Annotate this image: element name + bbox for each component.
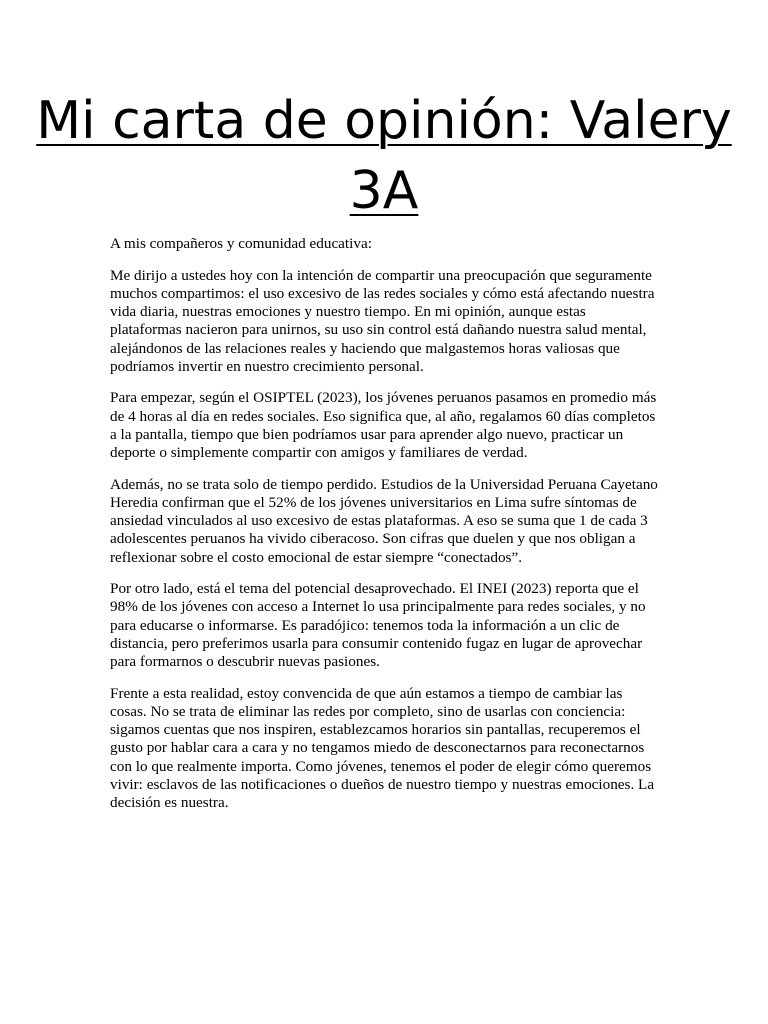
paragraph-introduction: Me dirijo a ustedes hoy con la intención de compartir una preocupación que seguramente muchos compartimos: el uso excesivo de las redes sociales y cómo está afectando nuestra vida diaria, nuestras emociones y nuestro tiempo. En mi opinión, aunque estas plataformas nacieron para unirnos, su uso sin control está dañando nuestra salud mental, alejándonos de las relaciones reales y haciendo que malgastemos horas valiosas que podríamos invertir en nuestro crecimiento personal. [110,266,655,375]
paragraph-conclusion: Frente a esta realidad, estoy convencida de que aún estamos a tiempo de cambiar las cosas. No se trata de eliminar las redes por completo, sino de usarlas con conciencia: sigamos cuentas que nos inspiren, establezcamos horarios sin pantallas, recuperemos el gusto por hablar cara a cara y no tengamos miedo de desconectarnos para reconectarnos con lo que realmente importa. Como jóvenes, tenemos el poder de elegir cómo queremos vivir: esclavos de las notificaciones o dueños de nuestro tiempo y nuestras emociones. La decisión es nuestra. [110,684,655,811]
paragraph-time-statistics: Para empezar, según el OSIPTEL (2023), los jóvenes peruanos pasamos en promedio más de 4 horas al día en redes sociales. Eso significa que, al año, regalamos 60 días completos a la pantalla, tiempo que bien podríamos usar para aprender algo nuevo, practicar un deporte o simplemente compartir con amigos y familiares de verdad. [110,389,657,462]
paragraph-mental-health: Además, no se trata solo de tiempo perdido. Estudios de la Universidad Peruana Cayetano Heredia confirman que el 52% de los jóvenes universitarios en Lima sufre síntomas de ansiedad vinculados al uso excesivo de estas plataformas. A eso se suma que 1 de cada 3 adolescentes peruanos ha vivido ciberacoso. Son cifras que duelen y que nos obligan a reflexionar sobre el costo emocional de estar siempre “conectados”. [110,475,658,566]
document-title: Mi carta de opinión: Valery 3A [36,91,732,221]
paragraph-wasted-potential: Por otro lado, está el tema del potencial desaprovechado. El INEI (2023) reporta que el 98% de los jóvenes con acceso a Internet lo usa principalmente para redes sociales, y no para educarse o informarse. Es paradójico: tenemos toda la información a un clic de distancia, pero preferimos usarla para consumir contenido fugaz en lugar de aprovechar para formarnos o descubrir nuevas pasiones. [110,580,646,671]
salutation: A mis compañeros y comunidad educativa: [110,235,372,252]
document-body [110,235,658,826]
